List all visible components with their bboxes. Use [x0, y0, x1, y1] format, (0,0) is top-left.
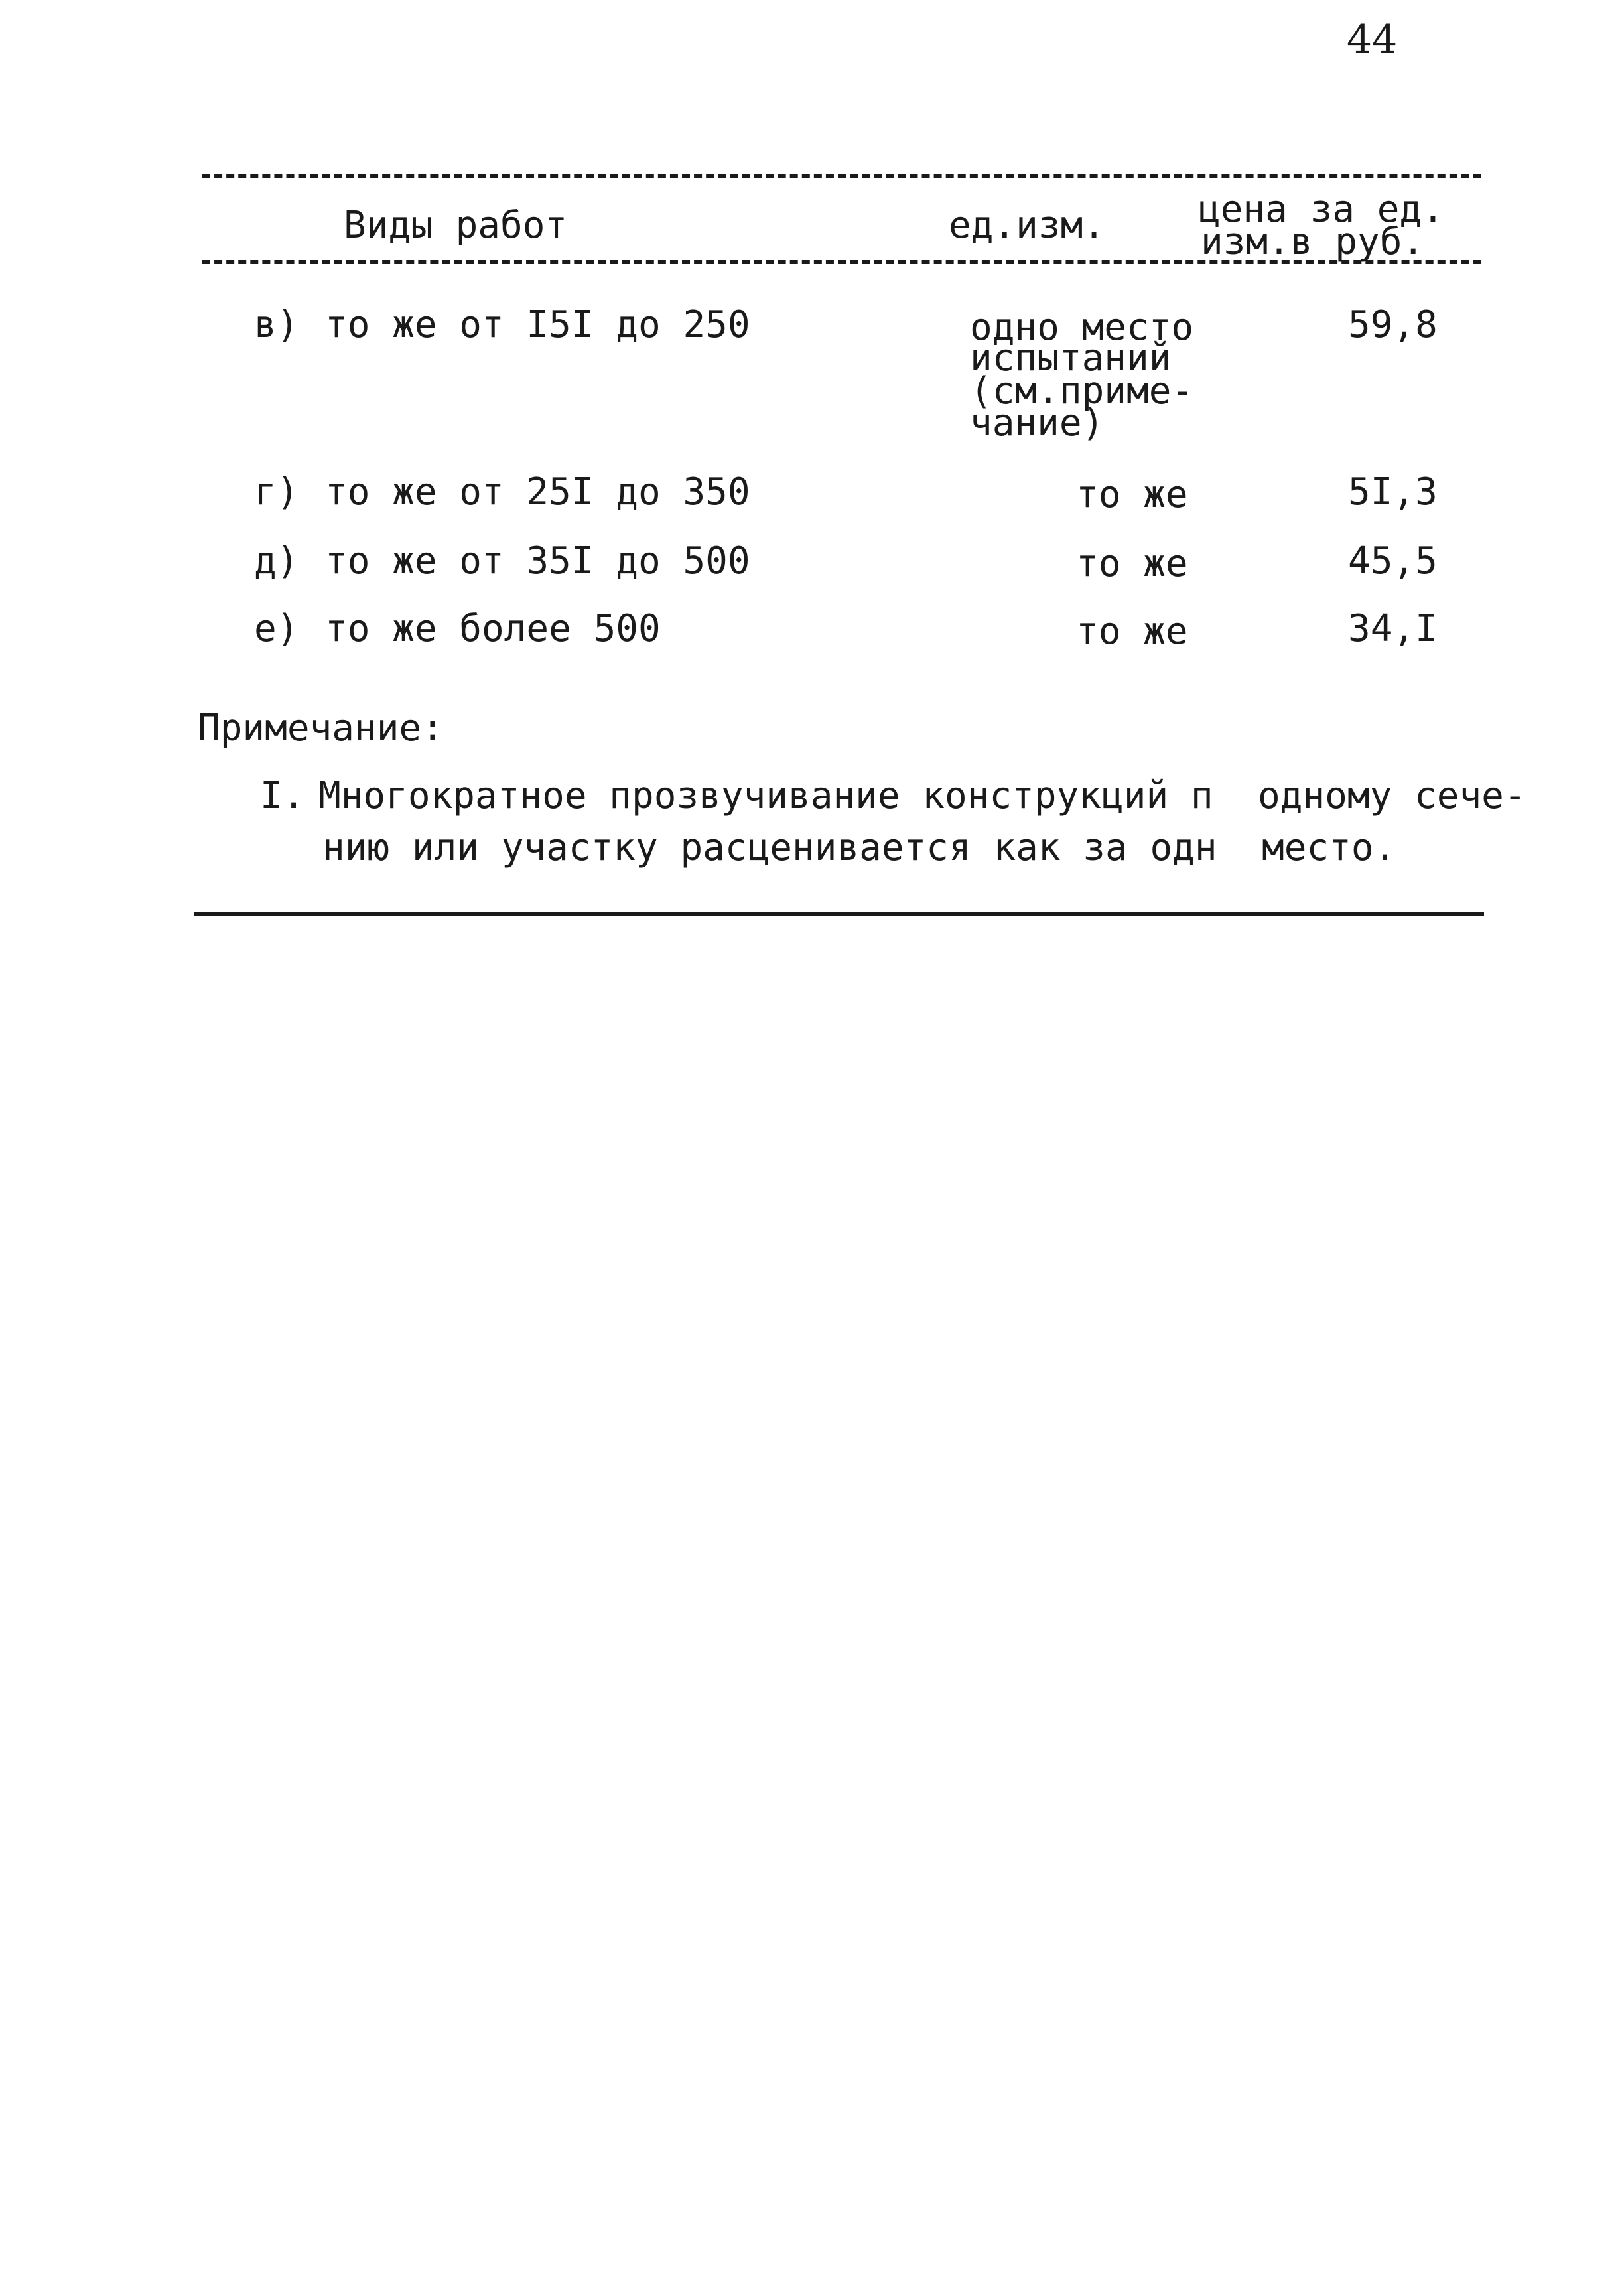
- table-header-rule: [202, 260, 1481, 264]
- header-work-types: Виды работ: [344, 204, 568, 247]
- row-letter: е): [254, 607, 299, 650]
- note-item-line: нию или участку расценивается как за одн место.: [322, 826, 1396, 869]
- note-item-marker: I.: [260, 774, 305, 817]
- bottom-rule: [194, 912, 1484, 916]
- row-unit-line: то же: [1076, 542, 1188, 585]
- row-unit-line: испытаний: [970, 336, 1172, 380]
- row-description: то же от 35I до 500: [325, 539, 750, 583]
- note-item-line: Многократное прозвучивание конструкций п одному сече-: [318, 774, 1526, 817]
- row-price: 59,8: [1348, 303, 1438, 346]
- header-price-line2: изм.в руб.: [1201, 220, 1425, 263]
- row-unit-line: то же: [1076, 610, 1188, 653]
- row-unit-line: одно место: [970, 306, 1194, 349]
- row-unit-line: чание): [970, 401, 1105, 445]
- page-number: 44: [1347, 17, 1398, 63]
- row-description: то же более 500: [325, 607, 661, 650]
- header-price-line1: цена за ед.: [1198, 188, 1444, 231]
- row-letter: г): [254, 470, 299, 514]
- note-heading: Примечание:: [198, 707, 444, 750]
- row-unit-line: (см.приме-: [970, 370, 1194, 413]
- row-letter: д): [254, 539, 299, 583]
- row-letter: в): [254, 303, 299, 346]
- header-unit: ед.изм.: [949, 204, 1106, 247]
- row-unit-line: то же: [1076, 473, 1188, 516]
- table-top-rule: [202, 174, 1481, 178]
- row-description: то же от 25I до 350: [325, 470, 750, 514]
- row-description: то же от I5I до 250: [325, 303, 750, 346]
- row-price: 34,I: [1348, 607, 1438, 650]
- row-price: 5I,3: [1348, 470, 1438, 514]
- row-price: 45,5: [1348, 539, 1438, 583]
